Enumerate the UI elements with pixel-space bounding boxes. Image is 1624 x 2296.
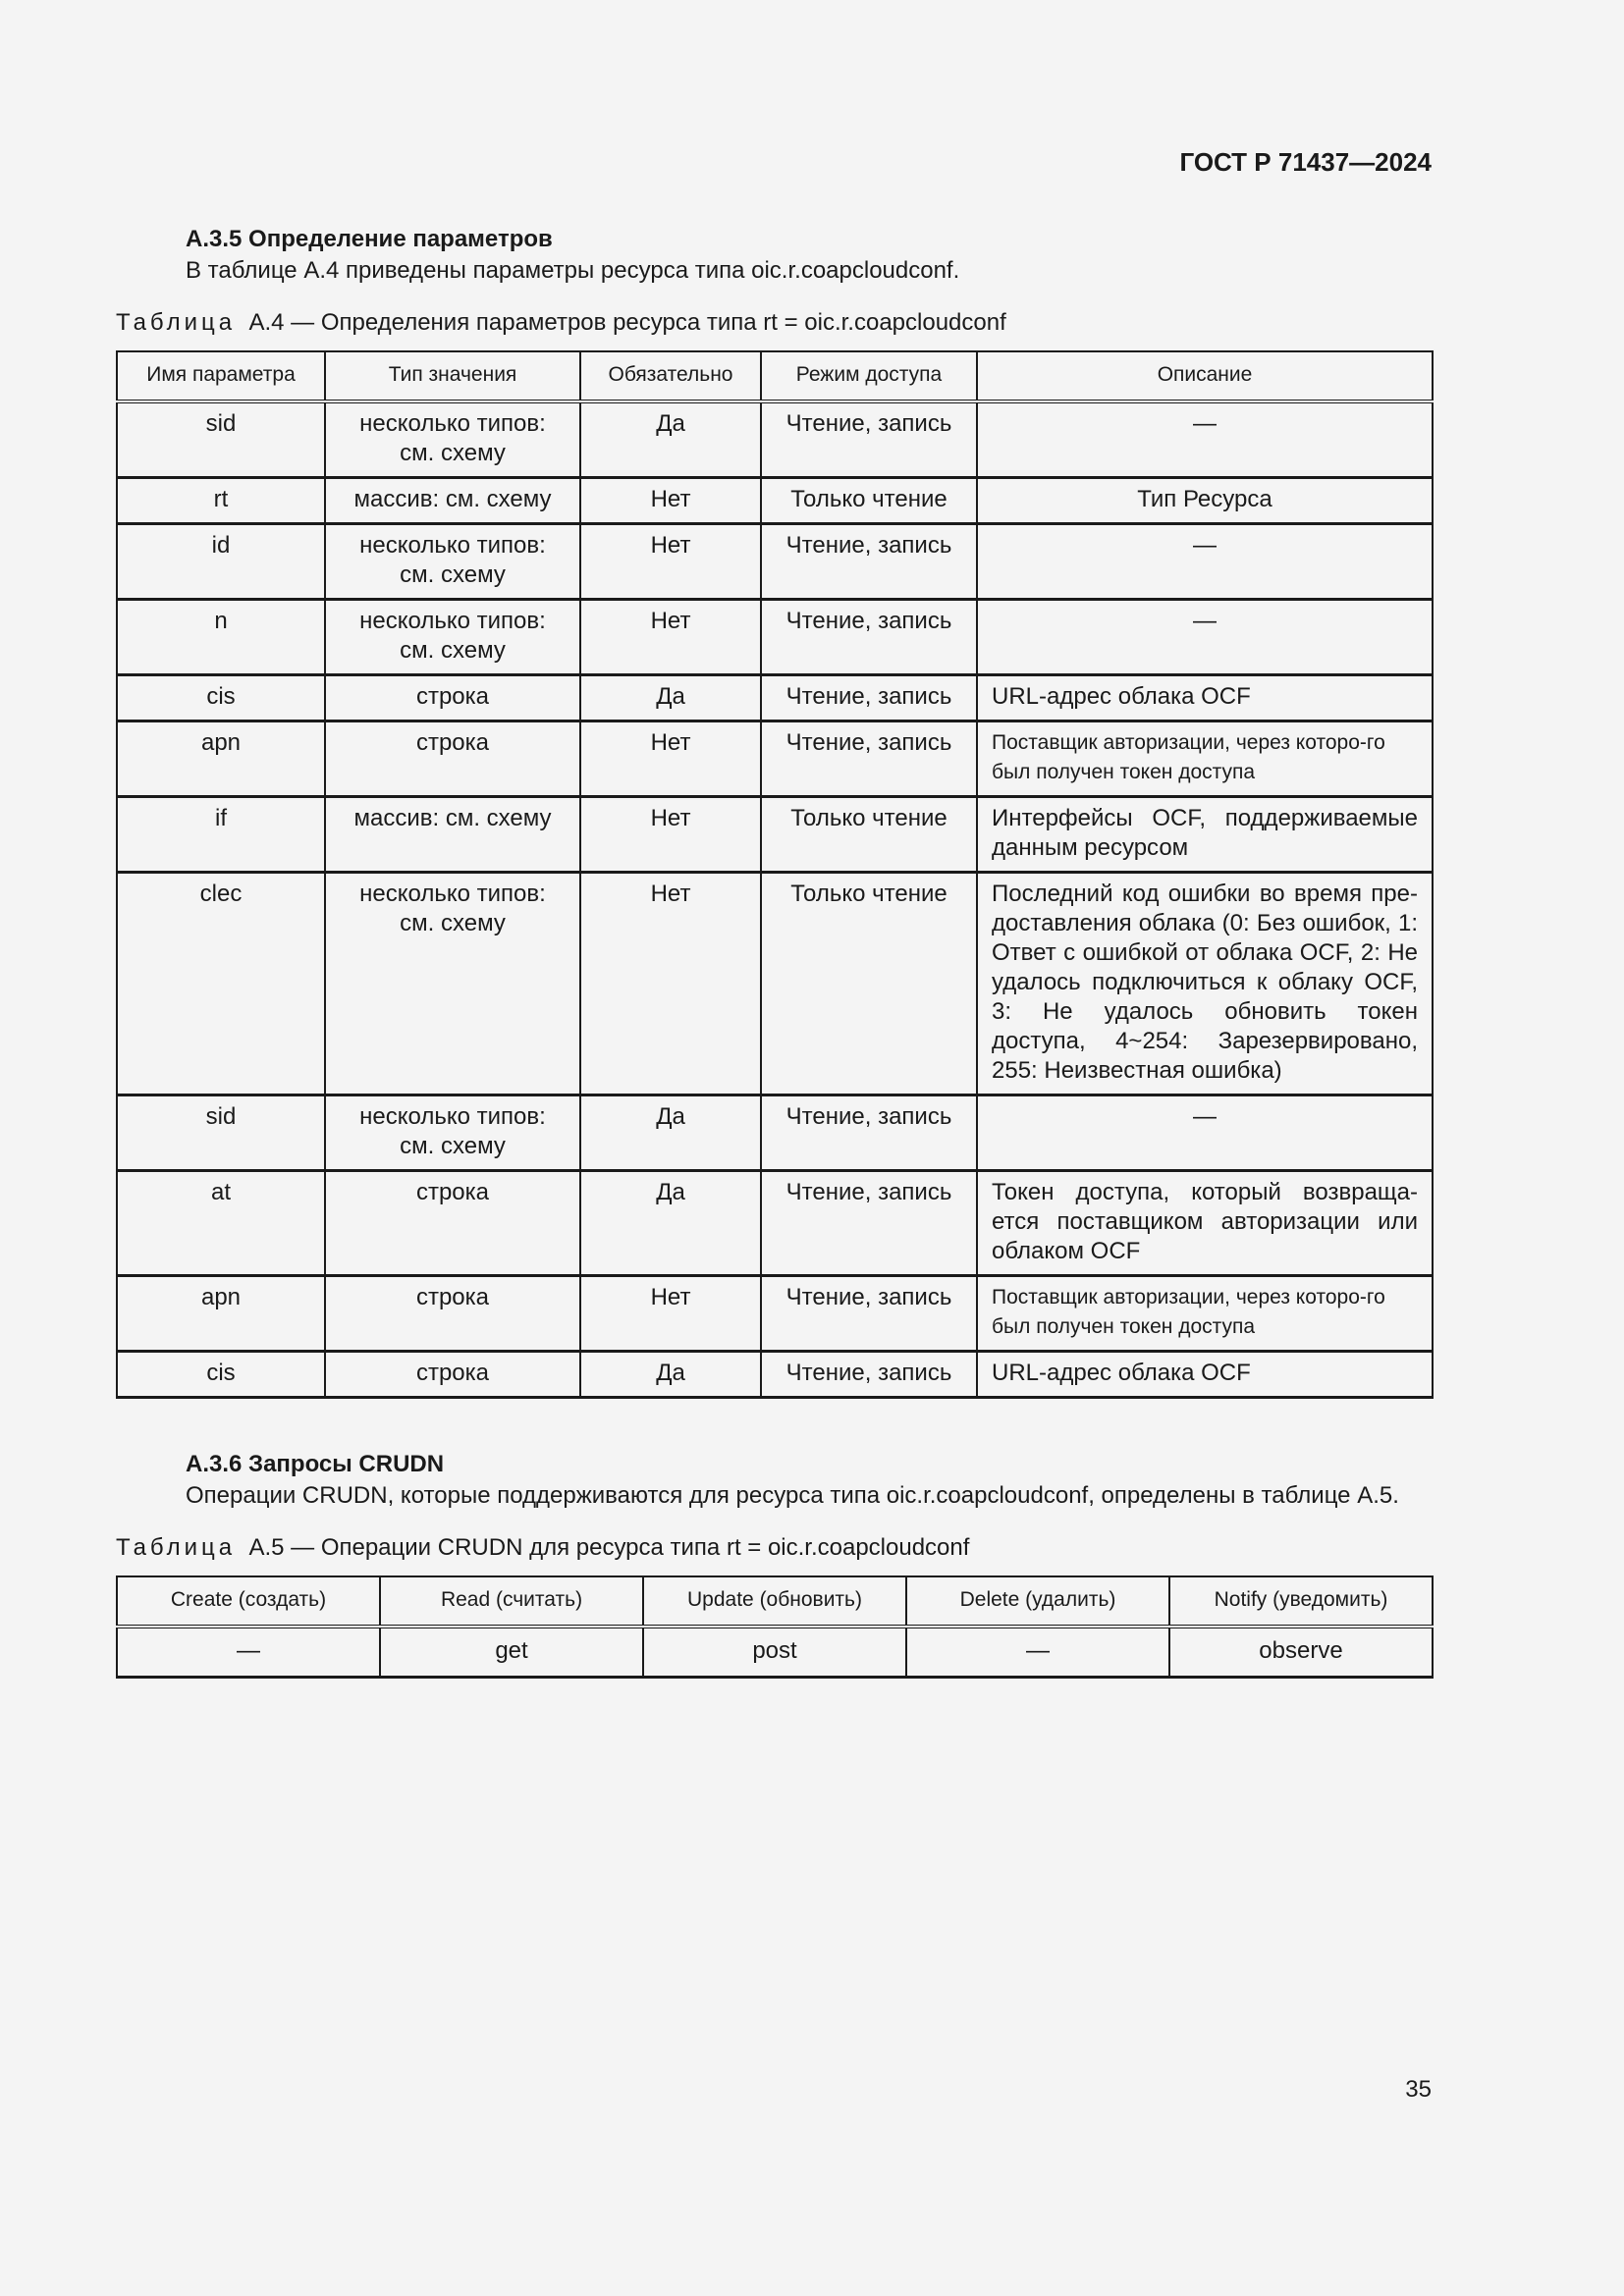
cell-value-type: несколько типов: см. схему [325,873,580,1095]
table-row [117,1171,1433,1276]
cell-mandatory: Нет [580,478,761,524]
table-a5-caption [116,1534,969,1562]
cell-access-mode: Чтение, запись [761,1352,977,1398]
table-row [117,1352,1433,1398]
cell-param-name: cis [117,1352,325,1398]
cell-mandatory: Да [580,1171,761,1276]
column-header-value-type: Тип значения [325,351,580,401]
table-a5-caption-text: A.5 — Операции CRUDN для ресурса типа rt = oic.r.coapcloudconf [248,1534,970,1561]
cell-mandatory: Нет [580,873,761,1095]
table-row [117,797,1433,873]
column-header-update: Update (обновить) [643,1576,906,1627]
cell-description: Тип Ресурса [977,478,1433,524]
cell-description: — [977,401,1433,478]
cell-value-type: строка [325,1276,580,1352]
cell-access-mode: Только чтение [761,478,977,524]
table-a4-caption-text: A.4 — Определения параметров ресурса типа rt = oic.r.coapcloudconf [248,309,1006,336]
cell-value-type: строка [325,1171,580,1276]
cell-description: Поставщик авторизации, через которо-го был получен токен доступа [977,721,1433,797]
cell-param-name: sid [117,1095,325,1171]
table-row [117,600,1433,675]
cell-access-mode: Только чтение [761,797,977,873]
table-row [117,1276,1433,1352]
cell-value-type: несколько типов: см. схему [325,1095,580,1171]
section-a35-text: В таблице A.4 приведены параметры ресурса типа oic.r.coapcloudconf. [186,257,960,284]
cell-description: Поставщик авторизации, через которо-го был получен токен доступа [977,1276,1433,1352]
cell-param-name: rt [117,478,325,524]
section-a36-title: A.3.6 Запросы CRUDN [186,1451,445,1477]
cell-param-name: sid [117,401,325,478]
cell-mandatory: Да [580,675,761,721]
cell-access-mode: Чтение, запись [761,721,977,797]
cell-access-mode: Чтение, запись [761,1095,977,1171]
cell-read: get [380,1627,643,1678]
cell-description: Интерфейсы OCF, поддерживаемые данным ресурсом [977,797,1433,873]
cell-param-name: apn [117,1276,325,1352]
cell-param-name: n [117,600,325,675]
section-a35-title: A.3.5 Определение параметров [186,226,553,252]
cell-param-name: apn [117,721,325,797]
cell-mandatory: Нет [580,1276,761,1352]
column-header-param-name: Имя параметра [117,351,325,401]
section-a36-text: Операции CRUDN, которые поддерживаются для ресурса типа oic.r.coapcloudconf, определены в таблице A.5. [186,1482,1399,1509]
cell-value-type: строка [325,1352,580,1398]
cell-value-type: массив: см. схему [325,797,580,873]
column-header-read: Read (считать) [380,1576,643,1627]
table-row [117,524,1433,600]
column-header-mandatory: Обязательно [580,351,761,401]
cell-value-type: строка [325,675,580,721]
cell-mandatory: Да [580,1352,761,1398]
table-row [117,1627,1433,1678]
cell-value-type: несколько типов: см. схему [325,401,580,478]
table-row [117,401,1433,478]
table-row [117,478,1433,524]
cell-mandatory: Да [580,1095,761,1171]
cell-access-mode: Чтение, запись [761,401,977,478]
table-a5-header-row [117,1576,1433,1627]
column-header-description: Описание [977,351,1433,401]
cell-description: — [977,1095,1433,1171]
cell-value-type: строка [325,721,580,797]
column-header-access-mode: Режим доступа [761,351,977,401]
cell-description: URL-адрес облака OCF [977,675,1433,721]
table-row [117,721,1433,797]
table-row [117,675,1433,721]
table-row [117,873,1433,1095]
cell-delete: — [906,1627,1169,1678]
table-a5-caption-prefix: Таблица [116,1534,237,1561]
cell-value-type: несколько типов: см. схему [325,524,580,600]
table-a4 [116,350,1434,1399]
table-a4-caption [116,309,1006,337]
table-a4-caption-prefix: Таблица [116,309,237,336]
cell-access-mode: Чтение, запись [761,1276,977,1352]
cell-access-mode: Чтение, запись [761,600,977,675]
table-a5 [116,1575,1434,1679]
cell-param-name: if [117,797,325,873]
cell-access-mode: Чтение, запись [761,675,977,721]
cell-param-name: id [117,524,325,600]
cell-mandatory: Нет [580,797,761,873]
cell-param-name: at [117,1171,325,1276]
cell-mandatory: Нет [580,524,761,600]
cell-mandatory: Нет [580,600,761,675]
cell-access-mode: Чтение, запись [761,1171,977,1276]
cell-description: URL-адрес облака OCF [977,1352,1433,1398]
cell-create: — [117,1627,380,1678]
page-number: 35 [1405,2076,1432,2103]
cell-access-mode: Чтение, запись [761,524,977,600]
cell-description: Последний код ошибки во время пре-доставления облака (0: Без ошибок, 1: Ответ с ошибкой от облака OCF, 2: Не удалось подключиться к облаку OCF, 3: Не удалось обновить токен доступа, 4~254: Зарезервировано, 255: Неизвестная ошибка) [977,873,1433,1095]
cell-value-type: несколько типов: см. схему [325,600,580,675]
column-header-delete: Delete (удалить) [906,1576,1169,1627]
cell-param-name: clec [117,873,325,1095]
cell-mandatory: Нет [580,721,761,797]
cell-description: — [977,524,1433,600]
cell-update: post [643,1627,906,1678]
table-a4-header-row [117,351,1433,401]
cell-param-name: cis [117,675,325,721]
cell-mandatory: Да [580,401,761,478]
cell-description: — [977,600,1433,675]
table-row [117,1095,1433,1171]
cell-access-mode: Только чтение [761,873,977,1095]
column-header-create: Create (создать) [117,1576,380,1627]
column-header-notify: Notify (уведомить) [1169,1576,1433,1627]
cell-description: Токен доступа, который возвраща-ется поставщиком авторизации или облаком OCF [977,1171,1433,1276]
document-code: ГОСТ Р 71437—2024 [1179,147,1432,177]
cell-value-type: массив: см. схему [325,478,580,524]
cell-notify: observe [1169,1627,1433,1678]
